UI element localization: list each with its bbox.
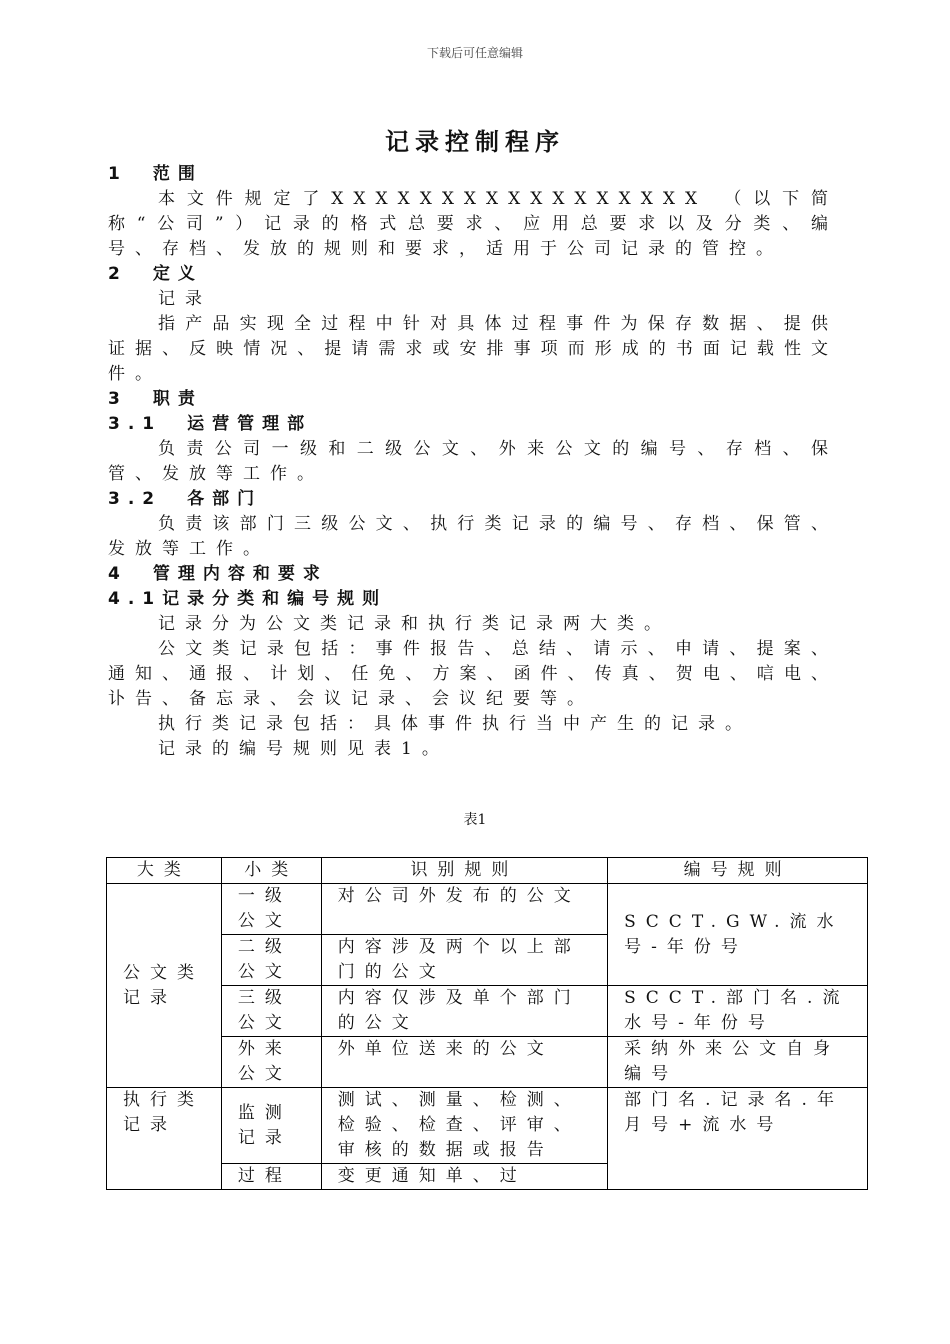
header-numbering-rule: 编号规则	[608, 858, 868, 884]
rule-cell: 外单位送来的公文	[321, 1037, 607, 1088]
header-subcategory: 小类	[221, 858, 321, 884]
subcategory-cell: 二级公文	[221, 935, 321, 986]
section-1-paragraph: 本文件规定了XXXXXXXXXXXXXXXXX （以下简称“公司”）记录的格式总要求、应用总要求以及分类、编号、存档、发放的规则和要求，适用于公司记录的管控。	[108, 189, 838, 259]
table-row	[107, 1037, 868, 1088]
table-row	[107, 1088, 868, 1164]
page-header: 下载后可任意编辑	[426, 46, 523, 60]
section-2-heading: 2 定义	[108, 264, 203, 284]
subcategory-cell: 监测记录	[221, 1088, 321, 1164]
numbering-cell: SCCT.部门名.流水号-年份号	[608, 986, 868, 1037]
table-row	[107, 986, 868, 1037]
section-1-heading: 1 范围	[108, 164, 203, 184]
section-4-1-paragraph-4: 记录的编号规则见表1。	[158, 739, 449, 759]
section-3-2-heading: 3.2 各部门	[108, 489, 263, 509]
rule-cell: 内容涉及两个以上部门的公文	[321, 935, 607, 986]
section-4-heading: 4 管理内容和要求	[108, 564, 328, 584]
numbering-cell: 部门名.记录名.年月号+流水号	[608, 1088, 868, 1190]
numbering-cell: SCCT.GW.流水号-年份号	[608, 884, 868, 986]
section-3-2-paragraph: 负责该部门三级公文、执行类记录的编号、存档、保管、发放等工作。	[108, 514, 838, 559]
category-execution-records: 执行类记录	[107, 1088, 222, 1190]
section-4-1-heading: 4.1记录分类和编号规则	[108, 589, 388, 609]
table-caption: 表1	[463, 812, 487, 828]
document-body	[108, 162, 838, 762]
header-identification-rule: 识别规则	[321, 858, 607, 884]
section-3-1-paragraph: 负责公司一级和二级公文、外来公文的编号、存档、保管、发放等工作。	[108, 439, 838, 484]
numbering-cell: 采纳外来公文自身编号	[608, 1037, 868, 1088]
document-title: 记录控制程序	[385, 128, 565, 156]
section-4-1-paragraph-3: 执行类记录包括：具体事件执行当中产生的记录。	[158, 714, 752, 734]
definition-term: 记录	[158, 289, 212, 309]
rule-cell: 内容仅涉及单个部门的公文	[321, 986, 607, 1037]
rule-cell: 对公司外发布的公文	[321, 884, 607, 935]
subcategory-cell: 三级公文	[221, 986, 321, 1037]
section-3-1-heading: 3.1 运营管理部	[108, 414, 313, 434]
section-4-1-paragraph-1: 记录分为公文类记录和执行类记录两大类。	[158, 614, 671, 634]
definition-text: 指产品实现全过程中针对具体过程事件为保存数据、提供证据、反映情况、提请需求或安排事项而形成的书面记载性文件。	[108, 314, 838, 384]
table-header-row	[107, 858, 868, 884]
section-3-heading: 3 职责	[108, 389, 203, 409]
subcategory-cell: 过程	[221, 1164, 321, 1190]
section-4-1-paragraph-2: 公文类记录包括：事件报告、总结、请示、申请、提案、通知、通报、计划、任免、方案、函件、传真、贺电、唁电、讣告、备忘录、会议记录、会议纪要等。	[108, 639, 838, 709]
subcategory-cell: 一级公文	[221, 884, 321, 935]
category-official-documents: 公文类记录	[107, 884, 222, 1088]
subcategory-cell: 外来公文	[221, 1037, 321, 1088]
rule-cell: 变更通知单、过	[321, 1164, 607, 1190]
header-category: 大类	[107, 858, 222, 884]
rule-cell: 测试、测量、检测、检验、检查、评审、审核的数据或报告	[321, 1088, 607, 1164]
record-numbering-table	[106, 857, 868, 1190]
table-row	[107, 884, 868, 935]
